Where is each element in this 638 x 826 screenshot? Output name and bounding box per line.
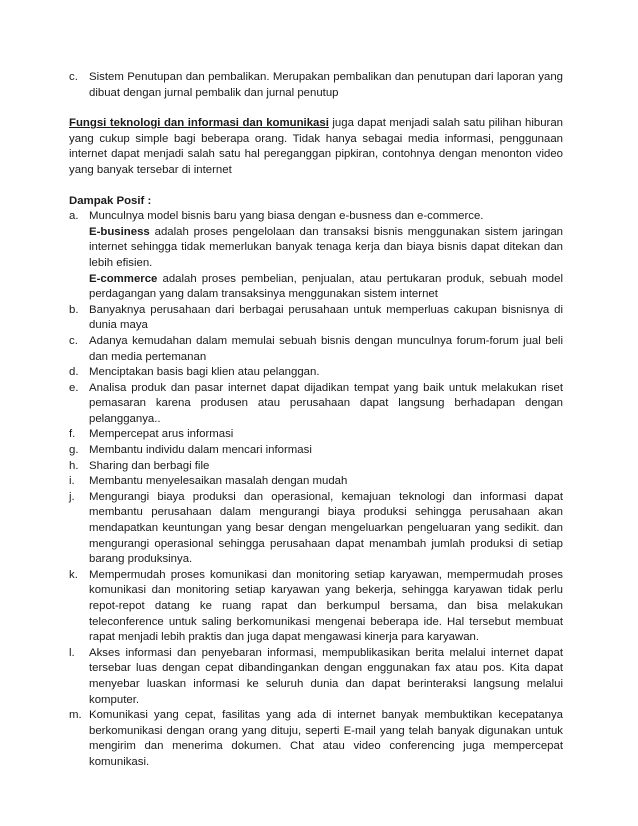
list-marker: d.	[69, 366, 79, 379]
list-item	[69, 646, 563, 708]
list-marker: m.	[69, 709, 82, 722]
dampak-heading: Dampak Posif :	[69, 194, 152, 207]
list-marker: c.	[69, 334, 78, 347]
list-item	[69, 474, 563, 490]
fungsi-text: juga dapat menjadi salah satu pilihan hiburan yang cukup simple bagi beberapa orang. Tidak hanya sebagai media informasi, penggunaan internet dapat menjadi salah satu hal pereganggan pipkiran, contohnya dengan menonton video yang banyak tersebar di internet	[69, 117, 563, 176]
ecommerce-definition	[69, 272, 563, 303]
list-item-text: Menciptakan basis bagi klien atau pelanggan.	[89, 366, 320, 379]
list-item	[69, 443, 563, 459]
ecommerce-text: adalah proses pembelian, penjualan, atau pertukaran produk, sebuah model perdagangan yang dalam transaksinya menggunakan sistem internet	[89, 272, 563, 301]
list-marker: f.	[69, 428, 76, 441]
list-item-text: Mempermudah proses komunikasi dan monitoring setiap karyawan, mempermudah proses komunikasi dan monitoring setiap karyawan yang bekerja, sehingga karyawan tidak perlu repot-repot datang ke ruang rapat dan berkumpul bersama, dan bisa melakukan teleconference untuk saling berkomunikasi mengenai beberapa ide. Hal tersebut membuat rapat menjadi lebih praktis dan juga dapat mengawasi kinerja para karyawan.	[89, 568, 563, 644]
list-item-text: Sharing dan berbagi file	[89, 459, 210, 472]
list-marker: b.	[69, 303, 79, 316]
list-item	[69, 568, 563, 646]
list-item	[69, 365, 563, 381]
list-marker: k.	[69, 568, 78, 581]
list-marker: c.	[69, 71, 78, 83]
list-marker: h.	[69, 459, 79, 472]
list-item-text: Mempercepat arus informasi	[89, 428, 234, 441]
list-item	[69, 490, 563, 568]
list-item	[69, 459, 563, 475]
ebusiness-term: E-business	[89, 225, 150, 238]
list-marker: e.	[69, 381, 79, 394]
list-item-text: Analisa produk dan pasar internet dapat dijadikan tempat yang baik untuk melakukan riset pemasaran karena produsen atau perusahaan dapat langsung berhadapan dengan pelangganya..	[89, 381, 563, 425]
list-item-text: Munculnya model bisnis baru yang biasa dengan e-busness dan e-commerce.	[89, 210, 484, 223]
list-marker: l.	[69, 646, 75, 659]
list-item-text: Sistem Penutupan dan pembalikan. Merupakan pembalikan dan penutupan dari laporan yang dibuat dengan jurnal pembalik dan jurnal penutup	[89, 71, 563, 99]
list-item-text: Komunikasi yang cepat, fasilitas yang ada di internet banyak membuktikan kecepatanya berkomunikasi dengan orang yang dituju, seperti E-mail yang telah banyak digunakan untuk mengirim dan menerima dokumen. Chat atau video conferencing juga mempercepat komunikasi.	[89, 709, 563, 768]
ecommerce-term: E-commerce	[89, 272, 158, 285]
list-item-text: Adanya kemudahan dalam memulai sebuah bisnis dengan munculnya forum-forum jual beli dan media pertemanan	[89, 334, 563, 363]
list-item	[69, 381, 563, 428]
list-item-text: Mengurangi biaya produksi dan operasional, kemajuan teknologi dan informasi dapat membantu perusahaan dalam mengurangi biaya produksi sehingga perusahaan akan mendapatkan keuntungan yang besar dengan mengeluarkan pengeluaran yang sedikit. dan mengurangi operasional sehingga perusahaan dapat menambah jumlah produksi di setiap barang produksinya.	[89, 490, 563, 566]
document-page	[69, 70, 563, 771]
list-item	[69, 209, 563, 225]
list-item-text: Akses informasi dan penyebaran informasi, mempublikasikan berita melalui internet dapat tersebar luas dengan cepat dibandingankan dengan enggunakan fax atau pos. Kita dapat menyebar luaskan informasi ke seluruh dunia dan dapat berinteraksi langsung melalui komputer.	[89, 646, 563, 706]
list-marker: i.	[69, 475, 75, 488]
list-item-text: Membantu menyelesaikan masalah dengan mudah	[89, 475, 348, 488]
ebusiness-definition	[69, 225, 563, 272]
list-item	[69, 708, 563, 770]
list-marker: g.	[69, 444, 79, 457]
list-item	[69, 303, 563, 334]
fungsi-paragraph	[69, 116, 563, 178]
ebusiness-text: adalah proses pengelolaan dan transaksi bisnis menggunakan sistem jaringan internet sehingga tidak memerlukan banyak tenaga kerja dan biaya bisnis dapat ditekan dan lebih efisien.	[89, 225, 563, 269]
list-item	[69, 427, 563, 443]
list-item	[69, 70, 563, 101]
list-item-text: Membantu individu dalam mencari informasi	[89, 444, 312, 457]
list-marker: j.	[69, 490, 75, 503]
fungsi-term: Fungsi teknologi dan informasi dan komunikasi	[69, 117, 329, 130]
list-item-text: Banyaknya perusahaan dari berbagai perusahaan untuk memperluas cakupan bisnisnya di dunia maya	[89, 303, 563, 332]
list-marker: a.	[69, 210, 79, 223]
list-item	[69, 334, 563, 365]
